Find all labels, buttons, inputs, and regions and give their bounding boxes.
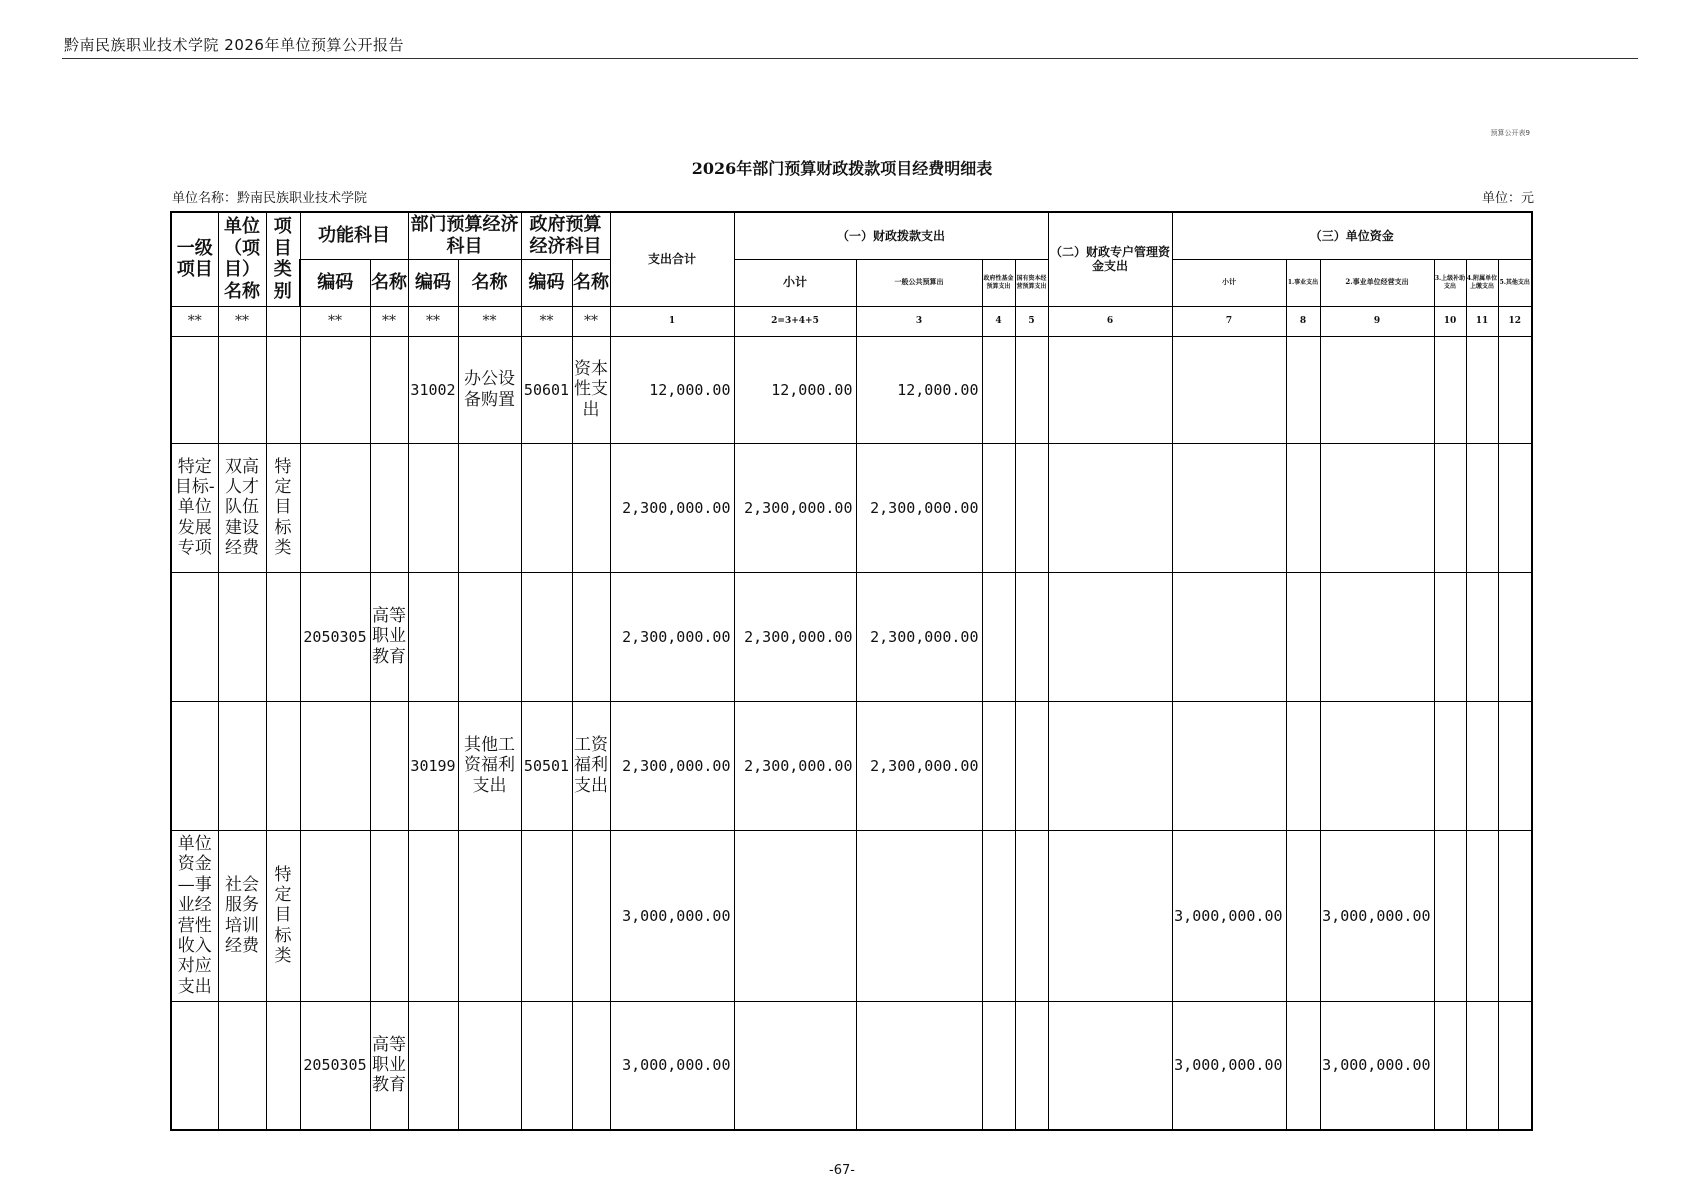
career-income-cell: [1286, 1001, 1320, 1130]
index-cell: **: [370, 306, 408, 336]
header-general-public-budget: 一般公共预算出: [856, 259, 982, 306]
gov-name-cell: [572, 572, 610, 701]
special-account-cell: [1048, 443, 1172, 572]
func-code-cell: [300, 336, 370, 443]
unit-subtotal-cell: [1172, 572, 1286, 701]
career-income-cell: [1286, 443, 1320, 572]
unit-project-name-cell: 双高人才队伍建设经费: [218, 443, 266, 572]
func-name-cell: [370, 336, 408, 443]
subsidiary-payment-cell: [1466, 443, 1498, 572]
table-row: [171, 443, 1532, 572]
func-code-cell: 2050305: [300, 1001, 370, 1130]
project-category-cell: 特定目标类: [266, 443, 300, 572]
header-gov-fund-budget: 政府性基金预算支出: [982, 259, 1015, 306]
superior-subsidy-cell: [1434, 443, 1466, 572]
special-account-cell: [1048, 336, 1172, 443]
superior-subsidy-cell: [1434, 572, 1466, 701]
gov-code-cell: [521, 443, 572, 572]
subsidiary-payment-cell: [1466, 1001, 1498, 1130]
expenditure-total-cell: 2,300,000.00: [610, 572, 734, 701]
dept-name-cell: 办公设备购置: [458, 336, 521, 443]
gov-fund-cell: [982, 572, 1015, 701]
superior-subsidy-cell: [1434, 830, 1466, 1001]
superior-subsidy-cell: [1434, 701, 1466, 830]
special-account-cell: [1048, 572, 1172, 701]
func-code-cell: [300, 443, 370, 572]
dept-name-cell: [458, 830, 521, 1001]
header-fiscal-subtotal: 小计: [734, 259, 856, 306]
unit-subtotal-cell: 3,000,000.00: [1172, 1001, 1286, 1130]
header-func-name: 名称: [370, 259, 408, 306]
fiscal-subtotal-cell: [734, 830, 856, 1001]
header-fiscal-group: （一）财政拨款支出: [734, 212, 1048, 259]
header-unit-subtotal: 小计: [1172, 259, 1286, 306]
header-special-account: （二）财政专户管理资金支出: [1048, 212, 1172, 306]
general-budget-cell: 2,300,000.00: [856, 443, 982, 572]
general-budget-cell: 2,300,000.00: [856, 572, 982, 701]
career-operating-cell: [1320, 572, 1434, 701]
state-capital-cell: [1015, 830, 1048, 1001]
table-row: [171, 336, 1532, 443]
func-code-cell: [300, 830, 370, 1001]
state-capital-cell: [1015, 336, 1048, 443]
header-project-category: 项目类别: [266, 212, 300, 306]
unit-subtotal-cell: [1172, 701, 1286, 830]
unit-subtotal-cell: 3,000,000.00: [1172, 830, 1286, 1001]
header-dept-name: 名称: [458, 259, 521, 306]
header-level1-project: 一级项目: [171, 212, 218, 306]
career-operating-cell: [1320, 443, 1434, 572]
unit-subtotal-cell: [1172, 336, 1286, 443]
gov-name-cell: 工资福利支出: [572, 701, 610, 830]
table-row: [171, 1001, 1532, 1130]
table-row: [171, 572, 1532, 701]
dept-name-cell: 其他工资福利支出: [458, 701, 521, 830]
header-func-code: 编码: [300, 259, 370, 306]
gov-fund-cell: [982, 830, 1015, 1001]
gov-name-cell: 资本性支出: [572, 336, 610, 443]
header-dept-code: 编码: [408, 259, 458, 306]
index-cell: **: [300, 306, 370, 336]
dept-code-cell: [408, 572, 458, 701]
unit-project-name-cell: 社会服务培训经费: [218, 830, 266, 1001]
state-capital-cell: [1015, 1001, 1048, 1130]
general-budget-cell: 2,300,000.00: [856, 701, 982, 830]
fiscal-subtotal-cell: [734, 1001, 856, 1130]
special-account-cell: [1048, 701, 1172, 830]
index-cell: **: [572, 306, 610, 336]
career-operating-cell: [1320, 336, 1434, 443]
gov-fund-cell: [982, 1001, 1015, 1130]
level1-project-cell: [171, 336, 218, 443]
gov-code-cell: 50601: [521, 336, 572, 443]
gov-code-cell: [521, 572, 572, 701]
func-name-cell: [370, 443, 408, 572]
fiscal-subtotal-cell: 2,300,000.00: [734, 572, 856, 701]
page-number: -67-: [829, 1163, 855, 1178]
index-cell: **: [408, 306, 458, 336]
state-capital-cell: [1015, 443, 1048, 572]
expenditure-total-cell: 3,000,000.00: [610, 1001, 734, 1130]
special-account-cell: [1048, 830, 1172, 1001]
report-title: 2026年部门预算财政拨款项目经费明细表: [691, 159, 993, 178]
unit-project-name-cell: [218, 336, 266, 443]
header-state-capital-budget: 国有资本经营预算支出: [1015, 259, 1048, 306]
dept-code-cell: [408, 830, 458, 1001]
gov-fund-cell: [982, 336, 1015, 443]
header-other-expenditure: 5.其他支出: [1498, 259, 1532, 306]
header-dept-econ-subject: 部门预算经济科目: [408, 212, 521, 259]
other-expenditure-cell: [1498, 830, 1532, 1001]
state-capital-cell: [1015, 701, 1048, 830]
gov-name-cell: [572, 443, 610, 572]
general-budget-cell: [856, 830, 982, 1001]
level1-project-cell: [171, 701, 218, 830]
fiscal-subtotal-cell: 12,000.00: [734, 336, 856, 443]
header-function-subject: 功能科目: [300, 212, 408, 259]
header-unit-funds-group: （三）单位资金: [1172, 212, 1532, 259]
superior-subsidy-cell: [1434, 336, 1466, 443]
func-name-cell: 高等职业教育: [370, 572, 408, 701]
unit-subtotal-cell: [1172, 443, 1286, 572]
index-cell: 10: [1434, 306, 1466, 336]
other-expenditure-cell: [1498, 443, 1532, 572]
index-cell: **: [171, 306, 218, 336]
func-code-cell: [300, 701, 370, 830]
state-capital-cell: [1015, 572, 1048, 701]
career-operating-cell: [1320, 701, 1434, 830]
dept-code-cell: [408, 443, 458, 572]
career-income-cell: [1286, 830, 1320, 1001]
header-unit-project-name: 单位（项目）名称: [218, 212, 266, 306]
subsidiary-payment-cell: [1466, 830, 1498, 1001]
subsidiary-payment-cell: [1466, 336, 1498, 443]
superior-subsidy-cell: [1434, 1001, 1466, 1130]
index-cell: 5: [1015, 306, 1048, 336]
gov-name-cell: [572, 1001, 610, 1130]
func-name-cell: [370, 830, 408, 1001]
table-row: [171, 701, 1532, 830]
index-cell: 12: [1498, 306, 1532, 336]
header-gov-name: 名称: [572, 259, 610, 306]
unit-project-name-cell: [218, 701, 266, 830]
unit-name: 单位名称：黔南民族职业技术学院: [172, 191, 368, 206]
project-category-cell: [266, 701, 300, 830]
level1-project-cell: 单位资金—事业经营性收入对应支出: [171, 830, 218, 1001]
expenditure-total-cell: 2,300,000.00: [610, 443, 734, 572]
page-header: 黔南民族职业技术学院 2026年单位预算公开报告: [64, 36, 404, 54]
expenditure-total-cell: 2,300,000.00: [610, 701, 734, 830]
expenditure-total-cell: 12,000.00: [610, 336, 734, 443]
header-superior-subsidy: 3.上级补助支出: [1434, 259, 1466, 306]
header-gov-econ-subject: 政府预算经济科目: [521, 212, 610, 259]
table-row: [171, 830, 1532, 1001]
index-cell: 7: [1172, 306, 1286, 336]
career-operating-cell: 3,000,000.00: [1320, 830, 1434, 1001]
index-cell: 9: [1320, 306, 1434, 336]
index-cell: **: [218, 306, 266, 336]
career-income-cell: [1286, 572, 1320, 701]
table-number: 预算公开表9: [1490, 129, 1530, 137]
dept-name-cell: [458, 572, 521, 701]
subsidiary-payment-cell: [1466, 701, 1498, 830]
func-name-cell: [370, 701, 408, 830]
dept-name-cell: [458, 443, 521, 572]
gov-fund-cell: [982, 701, 1015, 830]
index-cell: 4: [982, 306, 1015, 336]
general-budget-cell: [856, 1001, 982, 1130]
header-career-operating: 2.事业单位经营支出: [1320, 259, 1434, 306]
subsidiary-payment-cell: [1466, 572, 1498, 701]
header-career-income: 1.事业支出: [1286, 259, 1320, 306]
other-expenditure-cell: [1498, 336, 1532, 443]
level1-project-cell: [171, 572, 218, 701]
career-income-cell: [1286, 701, 1320, 830]
gov-fund-cell: [982, 443, 1015, 572]
gov-code-cell: 50501: [521, 701, 572, 830]
fiscal-subtotal-cell: 2,300,000.00: [734, 701, 856, 830]
project-category-cell: [266, 1001, 300, 1130]
fiscal-subtotal-cell: 2,300,000.00: [734, 443, 856, 572]
career-income-cell: [1286, 336, 1320, 443]
general-budget-cell: 12,000.00: [856, 336, 982, 443]
other-expenditure-cell: [1498, 1001, 1532, 1130]
func-name-cell: 高等职业教育: [370, 1001, 408, 1130]
unit-project-name-cell: [218, 1001, 266, 1130]
budget-table: [170, 211, 1533, 1131]
level1-project-cell: [171, 1001, 218, 1130]
index-cell: 8: [1286, 306, 1320, 336]
index-cell: 1: [610, 306, 734, 336]
index-cell: 11: [1466, 306, 1498, 336]
index-cell: [266, 306, 300, 336]
career-operating-cell: 3,000,000.00: [1320, 1001, 1434, 1130]
index-cell: 6: [1048, 306, 1172, 336]
index-cell: 3: [856, 306, 982, 336]
expenditure-total-cell: 3,000,000.00: [610, 830, 734, 1001]
project-category-cell: [266, 336, 300, 443]
header-subsidiary-payment: 4.附属单位上缴支出: [1466, 259, 1498, 306]
index-cell: **: [458, 306, 521, 336]
dept-name-cell: [458, 1001, 521, 1130]
other-expenditure-cell: [1498, 572, 1532, 701]
project-category-cell: 特定目标类: [266, 830, 300, 1001]
dept-code-cell: [408, 1001, 458, 1130]
gov-code-cell: [521, 830, 572, 1001]
level1-project-cell: 特定目标-单位发展专项: [171, 443, 218, 572]
func-code-cell: 2050305: [300, 572, 370, 701]
unit-currency: 单位：元: [1481, 191, 1534, 206]
header-divider: [62, 58, 1638, 59]
special-account-cell: [1048, 1001, 1172, 1130]
dept-code-cell: 30199: [408, 701, 458, 830]
unit-project-name-cell: [218, 572, 266, 701]
project-category-cell: [266, 572, 300, 701]
column-index-row: [171, 306, 1532, 336]
index-cell: **: [521, 306, 572, 336]
header-gov-code: 编码: [521, 259, 572, 306]
gov-code-cell: [521, 1001, 572, 1130]
other-expenditure-cell: [1498, 701, 1532, 830]
header-expenditure-total: 支出合计: [610, 212, 734, 306]
dept-code-cell: 31002: [408, 336, 458, 443]
gov-name-cell: [572, 830, 610, 1001]
index-cell: 2=3+4+5: [734, 306, 856, 336]
